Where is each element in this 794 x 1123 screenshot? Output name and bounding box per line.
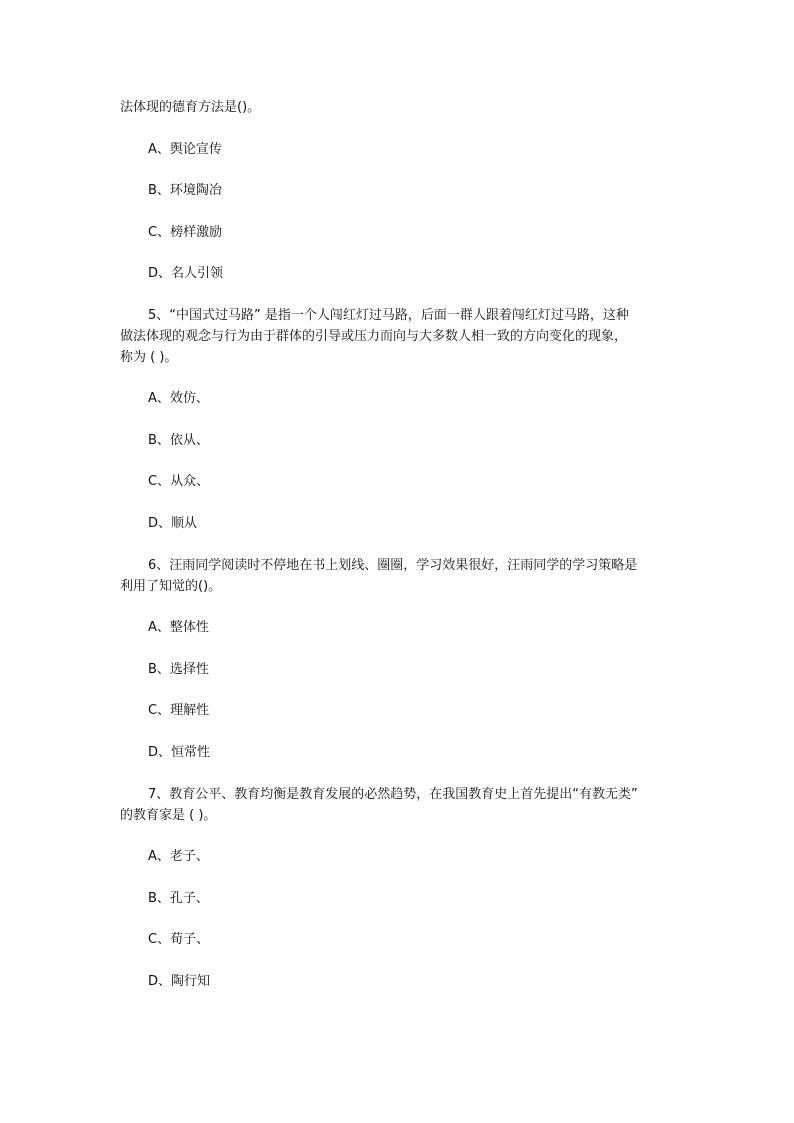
q6-option-a: A、整体性 bbox=[148, 620, 209, 635]
q7-stem-line1: 7、教育公平、教育均衡是教育发展的必然趋势，在我国教育史上首先提出“有教无类” bbox=[148, 787, 638, 802]
q5-option-b: B、依从、 bbox=[148, 433, 209, 448]
q4-option-b: B、环境陶冶 bbox=[148, 183, 222, 198]
q7-stem-line2: 的教育家是 ( )。 bbox=[120, 808, 217, 823]
q5-option-c: C、从众、 bbox=[148, 474, 210, 489]
q4-option-a: A、舆论宣传 bbox=[148, 142, 222, 157]
q6-option-b: B、选择性 bbox=[148, 662, 209, 677]
q7-option-b: B、孔子、 bbox=[148, 891, 209, 906]
q7-option-a: A、老子、 bbox=[148, 849, 209, 864]
q7-option-c: C、荀子、 bbox=[148, 932, 210, 947]
q5-option-a: A、效仿、 bbox=[148, 391, 209, 406]
q4-option-d: D、名人引领 bbox=[148, 266, 224, 281]
q4-option-c: C、榜样激励 bbox=[148, 225, 223, 240]
q5-option-d: D、顺从 bbox=[148, 516, 198, 531]
q6-option-c: C、理解性 bbox=[148, 703, 210, 718]
q6-stem-line1: 6、汪雨同学阅读时不停地在书上划线、圈圈，学习效果很好，汪雨同学的学习策略是 bbox=[148, 558, 638, 573]
q6-option-d: D、恒常性 bbox=[148, 745, 211, 760]
q5-stem-line2: 做法体现的观念与行为由于群体的引导或压力而向与大多数人相一致的方向变化的现象， bbox=[120, 329, 628, 344]
q6-stem-line2: 利用了知觉的()。 bbox=[120, 579, 222, 594]
q5-stem-line3: 称为 ( )。 bbox=[120, 350, 178, 365]
q5-stem-line1: 5、“中国式过马路” 是指一个人闯红灯过马路，后面一群人跟着闯红灯过马路，这种 bbox=[148, 308, 629, 323]
q7-option-d: D、陶行知 bbox=[148, 974, 211, 989]
q4-stem: 法体现的德育方法是()。 bbox=[120, 100, 261, 115]
